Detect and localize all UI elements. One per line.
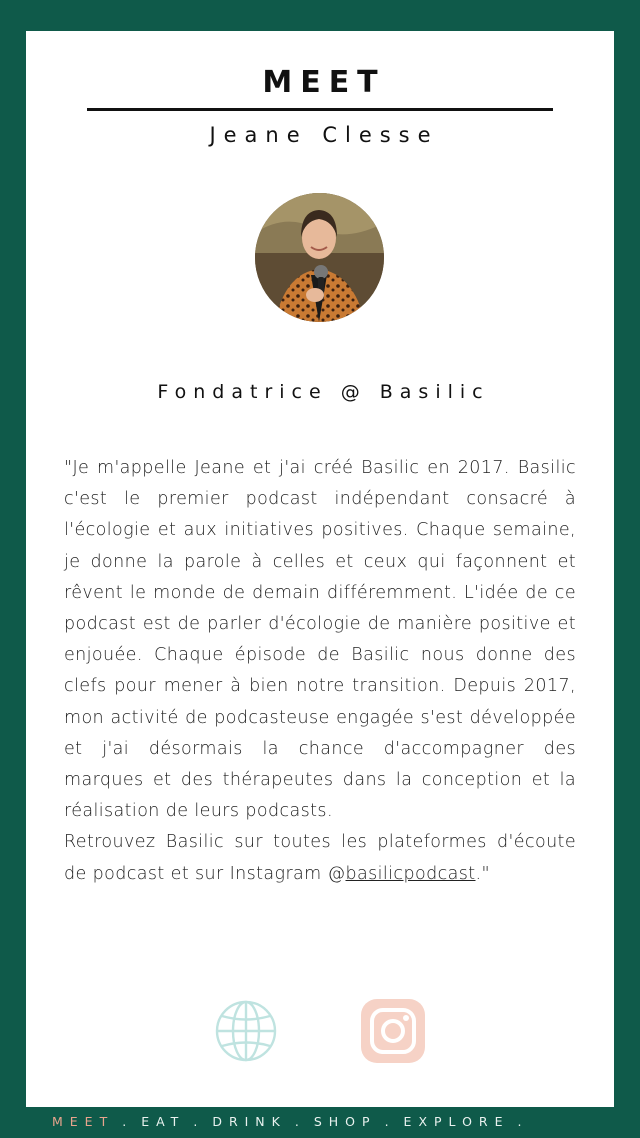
bio-closing-quote: ." <box>475 863 490 884</box>
nav-item-eat[interactable]: EAT <box>141 1114 186 1129</box>
page-title: MEET <box>262 65 386 100</box>
instagram-handle-link[interactable]: basilicpodcast <box>345 863 476 884</box>
bio-paragraph-text: Retrouvez Basilic sur toutes les plateformes d'écoute de podcast et sur Instagram @ <box>64 832 576 884</box>
nav-item-explore[interactable]: EXPLORE <box>403 1114 510 1129</box>
nav-separator: . <box>517 1114 529 1129</box>
nav-separator: . <box>193 1114 205 1129</box>
globe-icon <box>214 999 278 1063</box>
nav-separator: . <box>384 1114 396 1129</box>
role-title: Fondatrice @ Basilic <box>157 381 490 403</box>
nav-item-drink[interactable]: DRINK <box>212 1114 287 1129</box>
instagram-icon <box>361 999 425 1063</box>
bio-paragraph-links <box>64 827 576 889</box>
avatar <box>255 193 384 322</box>
portrait-photo <box>255 193 384 322</box>
footer-nav <box>0 1114 640 1134</box>
website-button[interactable] <box>213 998 279 1064</box>
nav-separator: . <box>122 1114 134 1129</box>
bio-text <box>64 453 576 890</box>
title-divider <box>87 108 553 111</box>
instagram-button[interactable] <box>360 998 426 1064</box>
bio-paragraph: "Je m'appelle Jeane et j'ai créé Basilic en 2017. Basilic c'est le premier podcast indépendant consacré à l'écologie et aux initiatives positives. Chaque semaine, je donne la parole à celles et ceux qui façonnent et rêvent le monde de demain différemment. L'idée de ce podcast est de parler d'écologie de manière positive et enjouée. Chaque épisode de Basilic nous donne des clefs pour mener à bien notre transition. Depuis 2017, mon activité de podcasteuse engagée s'est développée et j'ai désormais la chance d'accompagner des marques et des thérapeutes dans la conception et la réalisation de leurs podcasts. <box>64 458 576 822</box>
nav-separator: . <box>294 1114 306 1129</box>
nav-item-meet[interactable]: MEET <box>52 1114 115 1129</box>
profile-card <box>26 31 614 1107</box>
nav-item-shop[interactable]: SHOP <box>313 1114 377 1129</box>
person-name: Jeane Clesse <box>209 123 439 147</box>
